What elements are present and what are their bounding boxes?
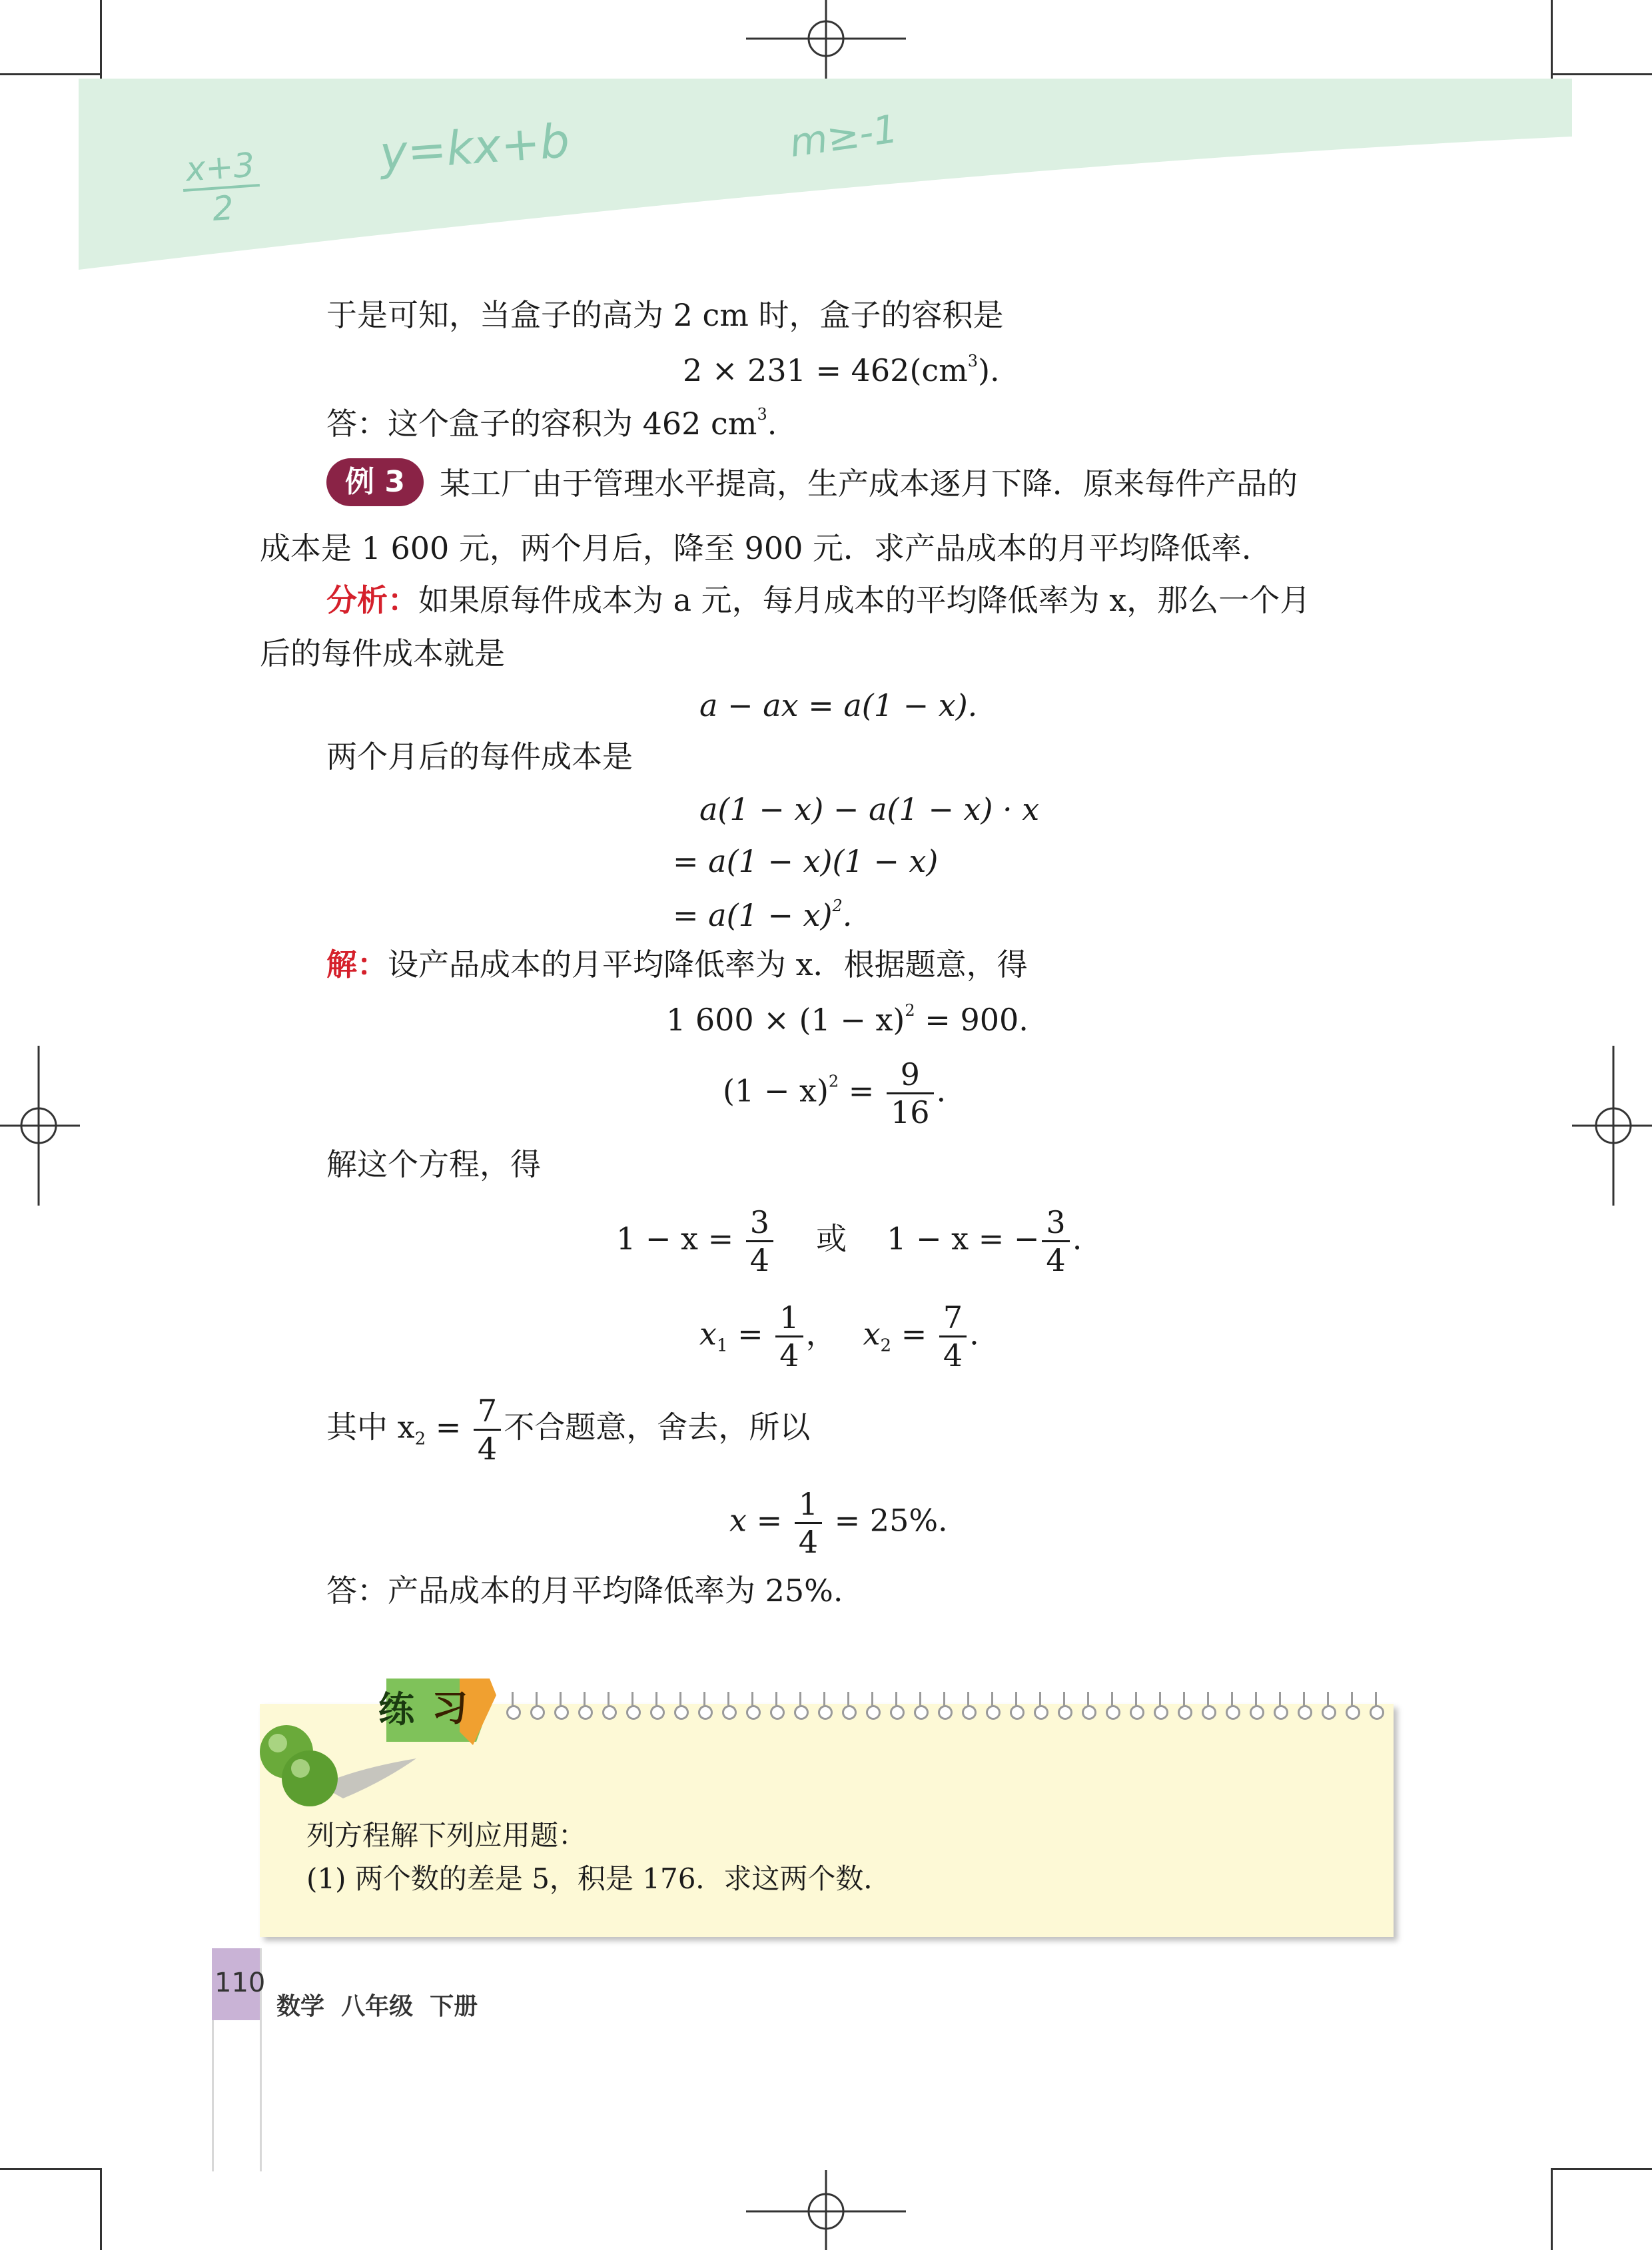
notebook-ring [962,1705,977,1720]
equation-final: x = $\frac{1}{4}$ = 25%. [729,1486,948,1560]
notebook-ring [1370,1705,1384,1720]
crop-mark-br-h [1552,2168,1652,2170]
notebook-ring [722,1705,737,1720]
practice-title-char-2: 习 [432,1687,468,1729]
notebook-ring [1346,1705,1360,1720]
practice-instruction: 列方程解下列应用题： [306,1819,587,1852]
notebook-ring [578,1705,593,1720]
header-formula-inequality: m≥-1 [787,105,901,167]
analysis-label: 分析： [326,582,418,618]
notebook-ring [626,1705,641,1720]
equation-roots: 1 − x = $\frac{3}{4}$ 或 1 − x = − $\frac{3}{4}$ . [616,1204,1082,1278]
notebook-ring [602,1705,617,1720]
fraction-9-16: $\frac{9}{16}$ [887,1059,934,1128]
header-formula-linear: y=kx+b [378,113,572,181]
equation-square: $(1 - x)^2$ = $\frac{9}{16}$ . [723,1056,947,1130]
notebook-ring [1226,1705,1240,1720]
notebook-ring [1034,1705,1048,1720]
fraction-1-4-final: $\frac{1}{4}$ [795,1489,822,1557]
paragraph-reject: 其中 $x_2$ = $\frac{7}{4}$ 不合题意，舍去，所以 [326,1393,811,1467]
notebook-ring [866,1705,881,1720]
notebook-ring [794,1705,809,1720]
fraction-1-4: $\frac{1}{4}$ [775,1302,803,1371]
notebook-ring [770,1705,785,1720]
crop-mark-br-v [1551,2168,1553,2250]
practice-item-1: (1) 两个数的差是 5，积是 176．求这两个数． [306,1862,892,1895]
notebook-ring [842,1705,857,1720]
notebook-ring [1058,1705,1072,1720]
notebook-ring [1274,1705,1288,1720]
notebook-ring [1130,1705,1144,1720]
notebook-ring [938,1705,953,1720]
header-formula-fraction: x+3 2 [181,145,262,230]
notebook-ring [674,1705,689,1720]
notebook-ring [1082,1705,1096,1720]
example-text-line2: 成本是 1 600 元，两个月后，降至 900 元．求产品成本的月平均降低率． [260,530,1272,566]
notebook-ring [1298,1705,1312,1720]
notebook-ring [1250,1705,1264,1720]
paragraph-box-height: 于是可知，当盒子的高为 2 cm 时，盒子的容积是 [326,297,1004,333]
practice-title-char-1: 练 [378,1688,414,1730]
notebook-ring [1154,1705,1168,1720]
example-text-line1: 某工厂由于管理水平提高，生产成本逐月下降．原来每件产品的 [440,466,1298,502]
analysis-line2: 后的每件成本就是 [260,635,505,671]
equation-solutions: $x_1$ = $\frac{1}{4}$ ， $x_2$ = $\frac{7}{4}$ . [699,1300,979,1373]
fraction-neg-3-4: $\frac{3}{4}$ [1042,1207,1069,1276]
notebook-ring [1202,1705,1216,1720]
equation-two-months-2: = a(1 − x)(1 − x) [673,843,939,879]
notebook-ring [506,1705,521,1720]
notebook-ring [1010,1705,1025,1720]
fraction-7-4: $\frac{7}{4}$ [939,1302,967,1371]
crop-mark-bl-h [0,2168,100,2170]
registration-mark-left [0,1046,80,1206]
notebook-ring [914,1705,929,1720]
notebook-ring [554,1705,569,1720]
paragraph-solve: 解这个方程，得 [326,1146,541,1182]
equation-one-month: a − ax = a(1 − x). [699,687,978,723]
notebook-ring [650,1705,665,1720]
notebook-ring [1322,1705,1336,1720]
registration-mark-bottom [746,2170,906,2250]
analysis-line1: 分析：如果原每件成本为 a 元，每月成本的平均降低率为 x，那么一个月 [326,582,1311,618]
solution-line: 解：设产品成本的月平均降低率为 x．根据题意，得 [326,946,1028,982]
final-answer: 答：产品成本的月平均降低率为 25%. [326,1573,843,1609]
paragraph-two-months: 两个月后的每件成本是 [326,739,633,775]
registration-mark-right [1572,1046,1652,1206]
pushpin-icon [256,1722,430,1815]
notebook-ring [746,1705,761,1720]
notebook-ring [530,1705,545,1720]
equation-two-months-1: a(1 − x) − a(1 − x) · x [699,791,1040,827]
example-badge: 例 3 [326,458,424,506]
crop-mark-bl-v [100,2168,102,2250]
footer-rule-left [212,2020,214,2171]
answer-box-volume: 答：这个盒子的容积为 462 $cm^3$. [326,405,777,442]
equation-two-months-3: = $a(1 - x)^2$. [673,897,853,933]
notebook-ring [1106,1705,1120,1720]
notebook-ring [818,1705,833,1720]
page-number: 110 [214,1968,266,1998]
book-title: 数学 八年级 下册 [276,1993,478,2020]
fraction-7-4-reject: $\frac{7}{4}$ [474,1395,501,1464]
notebook-ring [890,1705,905,1720]
notebook-ring [698,1705,713,1720]
notebook-ring [1178,1705,1192,1720]
fraction-3-4: $\frac{3}{4}$ [746,1207,773,1276]
equation-main: 1 $600 \times (1 - x)^2 = 900$. [666,1001,1029,1038]
equation-volume: $2 \times 231 = 462(cm^3)$. [683,352,1000,388]
notebook-ring [986,1705,1001,1720]
solution-label: 解： [326,946,388,982]
